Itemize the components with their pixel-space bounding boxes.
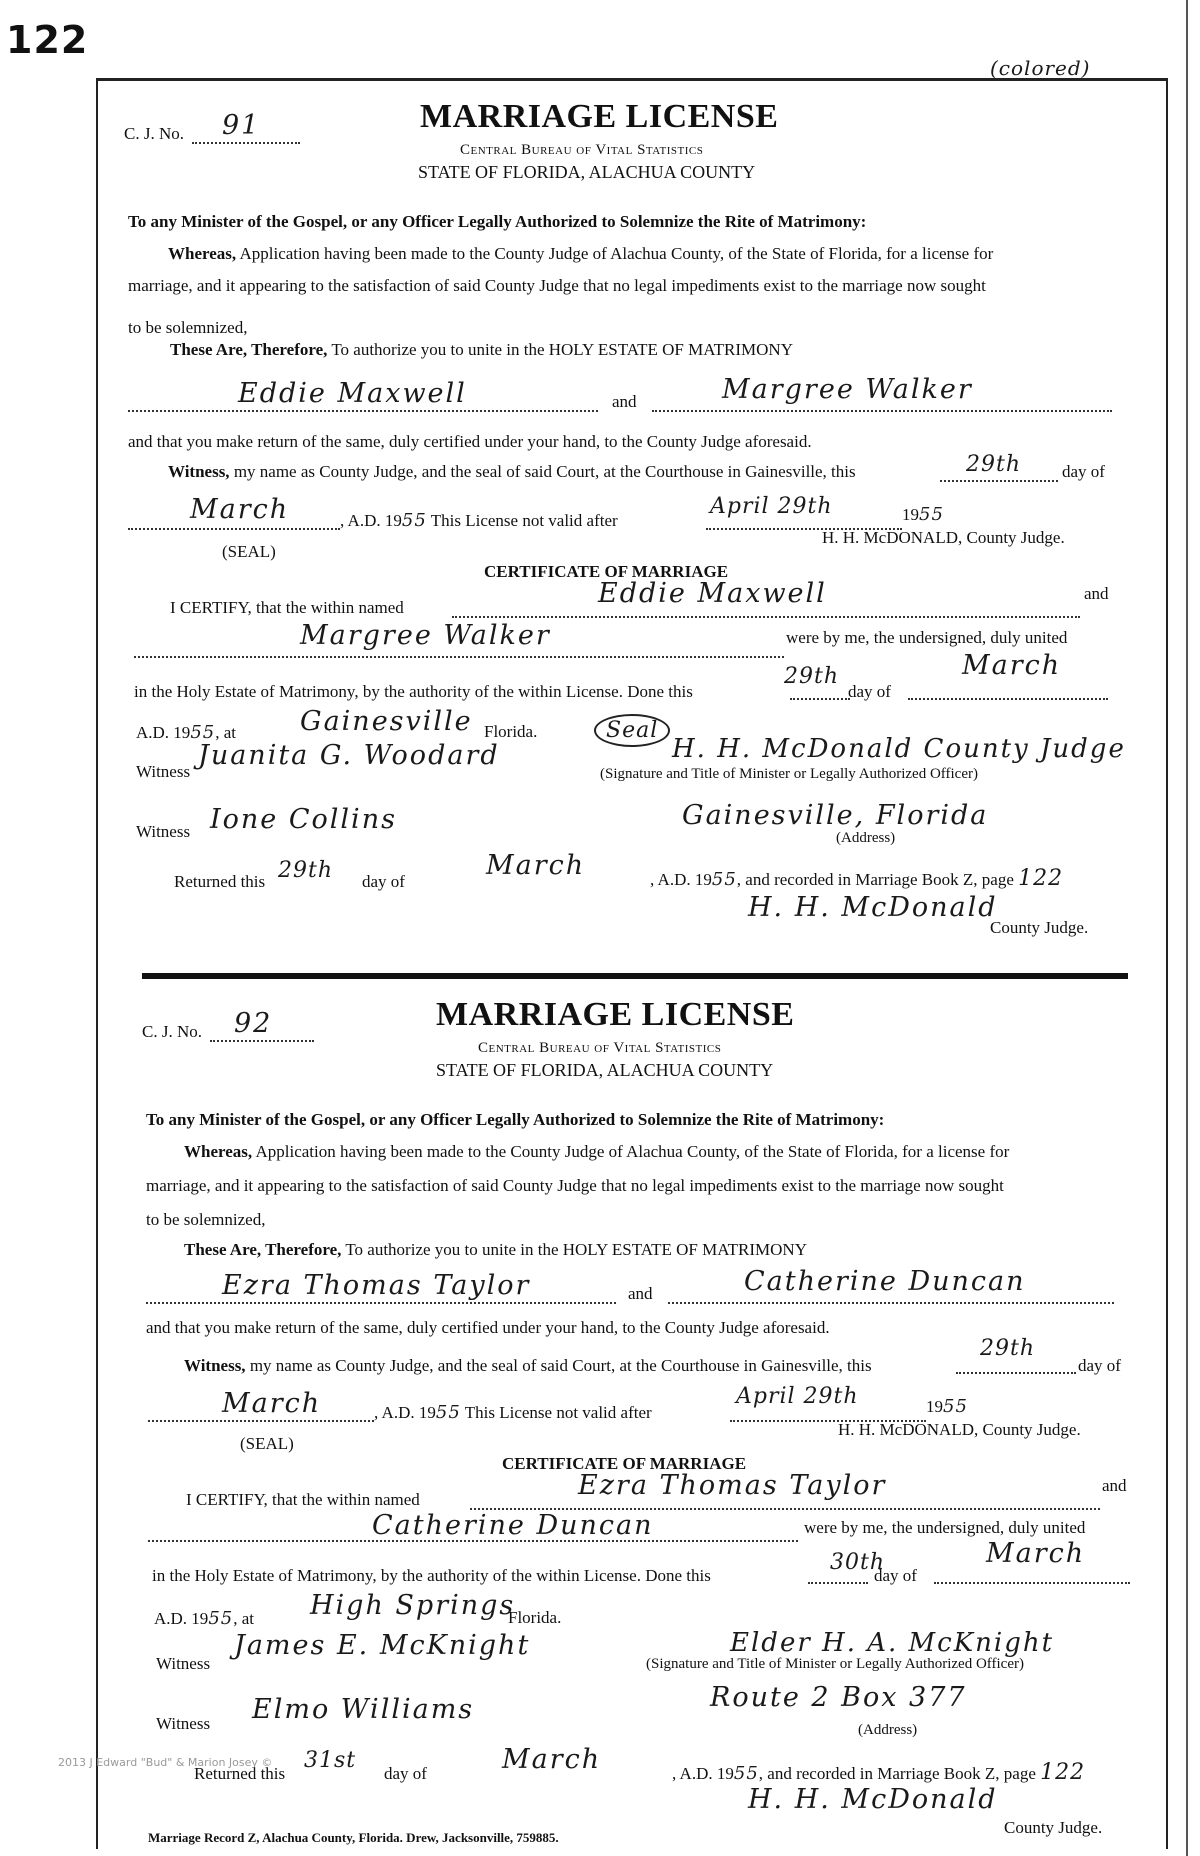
returned-day-of: day of xyxy=(384,1764,427,1783)
whereas-line-1: Application having been made to the County Judge of Alachua County, of the State of Florida, for a license for xyxy=(255,1142,1010,1161)
done-month-line xyxy=(934,1582,1130,1584)
groom-line xyxy=(146,1302,616,1304)
not-valid-label: This License not valid after xyxy=(430,511,618,530)
issue-day: 29th xyxy=(980,1336,1036,1361)
day-of-label: day of xyxy=(1078,1356,1121,1375)
issue-month-line xyxy=(128,528,340,530)
state-county: STATE OF FLORIDA, ALACHUA COUNTY xyxy=(436,1060,774,1080)
certificate-title: CERTIFICATE OF MARRIAGE xyxy=(502,1454,747,1473)
seal-label: (SEAL) xyxy=(222,542,276,561)
returned-month: March xyxy=(486,850,586,881)
done-place: High Springs xyxy=(310,1590,516,1621)
issue-day: 29th xyxy=(966,452,1022,477)
witness2-label: Witness xyxy=(156,1714,211,1733)
cert-bride-line xyxy=(134,656,784,658)
judge-signature: H. H. McDonald xyxy=(748,1784,998,1815)
returned-ad: , A.D. 19 xyxy=(672,1764,734,1783)
recorded-text: , and recorded in Marriage Book Z, page xyxy=(758,1764,1036,1783)
address: Route 2 Box 377 xyxy=(710,1682,967,1713)
bride-line xyxy=(668,1302,1114,1304)
witness1-name: James E. McKnight xyxy=(234,1630,531,1661)
section-divider xyxy=(142,973,1128,979)
returned-day: 29th xyxy=(278,858,334,883)
were-by-me: were by me, the undersigned, duly united xyxy=(804,1518,1086,1537)
valid-year: 55 xyxy=(919,504,944,525)
license-title: MARRIAGE LICENSE xyxy=(436,996,795,1033)
groom-name: Ezra Thomas Taylor xyxy=(222,1270,531,1301)
holy-estate: in the Holy Estate of Matrimony, by the authority of the within License. Done this xyxy=(152,1566,711,1585)
were-by-me: were by me, the undersigned, duly united xyxy=(786,628,1068,647)
cert-groom: Ezra Thomas Taylor xyxy=(578,1470,887,1501)
seal-stamp: Seal xyxy=(594,714,670,747)
salutation: To any Minister of the Gospel, or any Officer Legally Authorized to Solemnize the Rite of Matrimony: xyxy=(128,212,867,231)
county-judge-label: County Judge. xyxy=(1004,1818,1103,1837)
return-line: and that you make return of the same, duly certified under your hand, to the County Judge aforesaid. xyxy=(128,432,812,451)
witness1-name: Juanita G. Woodard xyxy=(198,740,500,771)
done-day-of: day of xyxy=(874,1566,917,1585)
cert-groom-line xyxy=(452,616,1080,618)
returned-year: 55 xyxy=(711,869,737,890)
holy-estate: in the Holy Estate of Matrimony, by the authority of the within License. Done this xyxy=(134,682,693,701)
bureau-name: Central Bureau of Vital Statistics xyxy=(478,1040,722,1056)
cert-groom: Eddie Maxwell xyxy=(598,578,827,609)
issue-day-line xyxy=(940,480,1058,482)
copyright-watermark: 2013 J Edward "Bud" & Marion Josey © xyxy=(58,1756,273,1769)
bride-name: Catherine Duncan xyxy=(744,1266,1026,1297)
cj-line xyxy=(210,1040,314,1042)
done-day-of: day of xyxy=(848,682,891,701)
issue-year: 55 xyxy=(401,510,427,531)
certify-label: I CERTIFY, that the within named xyxy=(186,1490,420,1509)
returned-ad: , A.D. 19 xyxy=(650,870,712,889)
returned-label: Returned this xyxy=(174,872,266,891)
whereas-lead: Whereas, xyxy=(184,1142,253,1161)
sig-caption: (Signature and Title of Minister or Legally Authorized Officer) xyxy=(600,766,978,782)
valid-19: 19 xyxy=(902,505,919,524)
these-rest: To authorize you to unite in the HOLY ESTATE OF MATRIMONY xyxy=(345,1240,807,1259)
page-edge xyxy=(1186,0,1188,1856)
valid-date: April 29th xyxy=(736,1384,859,1409)
cj-number: 91 xyxy=(222,110,261,141)
seal-label: (SEAL) xyxy=(240,1434,294,1453)
officiant-signature: Elder H. A. McKnight xyxy=(730,1628,1055,1658)
cj-label: C. J. No. xyxy=(124,124,184,143)
judge-name: H. H. McDONALD, County Judge. xyxy=(838,1420,1081,1439)
done-place: Gainesville xyxy=(300,706,473,737)
and-label: and xyxy=(628,1284,653,1303)
witness-rest: my name as County Judge, and the seal of said Court, at the Courthouse in Gainesville, this xyxy=(233,462,856,481)
state-county: STATE OF FLORIDA, ALACHUA COUNTY xyxy=(418,162,756,182)
bride-name: Margree Walker xyxy=(722,374,973,405)
returned-label: Returned this xyxy=(194,1764,286,1783)
address-caption: (Address) xyxy=(836,830,896,846)
address-caption: (Address) xyxy=(858,1722,918,1738)
witness1-label: Witness xyxy=(136,762,191,781)
these-lead: These Are, Therefore, xyxy=(184,1240,342,1259)
judge-signature: H. H. McDonald xyxy=(748,892,998,923)
witness-rest: my name as County Judge, and the seal of said Court, at the Courthouse in Gainesville, this xyxy=(249,1356,872,1375)
colored-annotation: (colored) xyxy=(990,56,1091,80)
whereas-lead: Whereas, xyxy=(168,244,237,263)
at-label: , at xyxy=(215,723,236,742)
and-label: and xyxy=(612,392,637,411)
done-month-line xyxy=(908,698,1108,700)
issue-year: 55 xyxy=(435,1402,461,1423)
witness2-name: Ione Collins xyxy=(210,804,397,835)
florida-label: Florida. xyxy=(508,1608,562,1627)
record-page: 122 xyxy=(1040,1760,1086,1785)
witness-lead: Witness, xyxy=(184,1356,246,1375)
whereas-line-2: marriage, and it appearing to the satisfaction of said County Judge that no legal impediments exist to the marriage now sought xyxy=(128,276,986,295)
day-of-label: day of xyxy=(1062,462,1105,481)
groom-name: Eddie Maxwell xyxy=(238,378,467,409)
ad-label: , A.D. 19 xyxy=(340,511,402,530)
witness2-label: Witness xyxy=(136,822,191,841)
done-day: 29th xyxy=(784,664,840,689)
valid-19: 19 xyxy=(926,1397,943,1416)
cj-line xyxy=(192,142,300,144)
done-year: 55 xyxy=(190,722,216,743)
returned-month: March xyxy=(502,1744,602,1775)
witness2-name: Elmo Williams xyxy=(252,1694,475,1725)
whereas-line-1: Application having been made to the County Judge of Alachua County, of the State of Florida, for a license for xyxy=(239,244,994,263)
certify-label: I CERTIFY, that the within named xyxy=(170,598,404,617)
cert-and: and xyxy=(1084,584,1109,603)
ad-19b: A.D. 19 xyxy=(154,1609,209,1628)
done-day: 30th xyxy=(830,1550,886,1575)
at-label: , at xyxy=(233,1609,254,1628)
cert-bride: Margree Walker xyxy=(300,620,551,651)
judge-name: H. H. McDONALD, County Judge. xyxy=(822,528,1065,547)
witness-lead: Witness, xyxy=(168,462,230,481)
done-month: March xyxy=(986,1538,1086,1569)
ad-19b: A.D. 19 xyxy=(136,723,191,742)
county-judge-label: County Judge. xyxy=(990,918,1089,937)
return-line: and that you make return of the same, duly certified under your hand, to the County Judge aforesaid. xyxy=(146,1318,830,1337)
recorded-text: , and recorded in Marriage Book Z, page xyxy=(736,870,1014,889)
witness1-label: Witness xyxy=(156,1654,211,1673)
address: Gainesville, Florida xyxy=(682,800,989,831)
page-number: 122 xyxy=(6,18,89,62)
returned-day: 31st xyxy=(304,1748,357,1773)
cj-label: C. J. No. xyxy=(142,1022,202,1041)
bride-line xyxy=(652,410,1112,412)
done-year: 55 xyxy=(208,1608,234,1629)
cert-and: and xyxy=(1102,1476,1127,1495)
these-rest: To authorize you to unite in the HOLY ESTATE OF MATRIMONY xyxy=(331,340,793,359)
whereas-line-3: to be solemnized, xyxy=(128,318,248,337)
sig-caption: (Signature and Title of Minister or Legally Authorized Officer) xyxy=(646,1656,1024,1672)
whereas-line-2: marriage, and it appearing to the satisfaction of said County Judge that no legal impediments exist to the marriage now sought xyxy=(146,1176,1004,1195)
issue-month: March xyxy=(190,494,290,525)
these-lead: These Are, Therefore, xyxy=(170,340,328,359)
officiant-signature: H. H. McDonald County Judge xyxy=(672,734,1126,764)
footer-imprint: Marriage Record Z, Alachua County, Florida. Drew, Jacksonville, 759885. xyxy=(148,1830,559,1845)
done-month: March xyxy=(962,650,1062,681)
certificate-title: CERTIFICATE OF MARRIAGE xyxy=(484,562,729,581)
valid-year: 55 xyxy=(943,1396,968,1417)
bureau-name: Central Bureau of Vital Statistics xyxy=(460,142,704,158)
issue-month: March xyxy=(222,1388,322,1419)
cj-number: 92 xyxy=(234,1008,273,1039)
returned-day-of: day of xyxy=(362,872,405,891)
license-title: MARRIAGE LICENSE xyxy=(420,98,779,135)
valid-date: April 29th xyxy=(710,494,833,519)
not-valid-label: This License not valid after xyxy=(464,1403,652,1422)
cert-bride: Catherine Duncan xyxy=(372,1510,654,1541)
returned-year: 55 xyxy=(733,1763,759,1784)
ad-label: , A.D. 19 xyxy=(374,1403,436,1422)
groom-line xyxy=(128,410,598,412)
done-day-line xyxy=(790,698,850,700)
salutation: To any Minister of the Gospel, or any Officer Legally Authorized to Solemnize the Rite of Matrimony: xyxy=(146,1110,885,1129)
whereas-line-3: to be solemnized, xyxy=(146,1210,266,1229)
record-page: 122 xyxy=(1018,866,1064,891)
issue-day-line xyxy=(956,1372,1076,1374)
issue-month-line xyxy=(148,1420,374,1422)
done-day-line xyxy=(808,1582,868,1584)
florida-label: Florida. xyxy=(484,722,538,741)
